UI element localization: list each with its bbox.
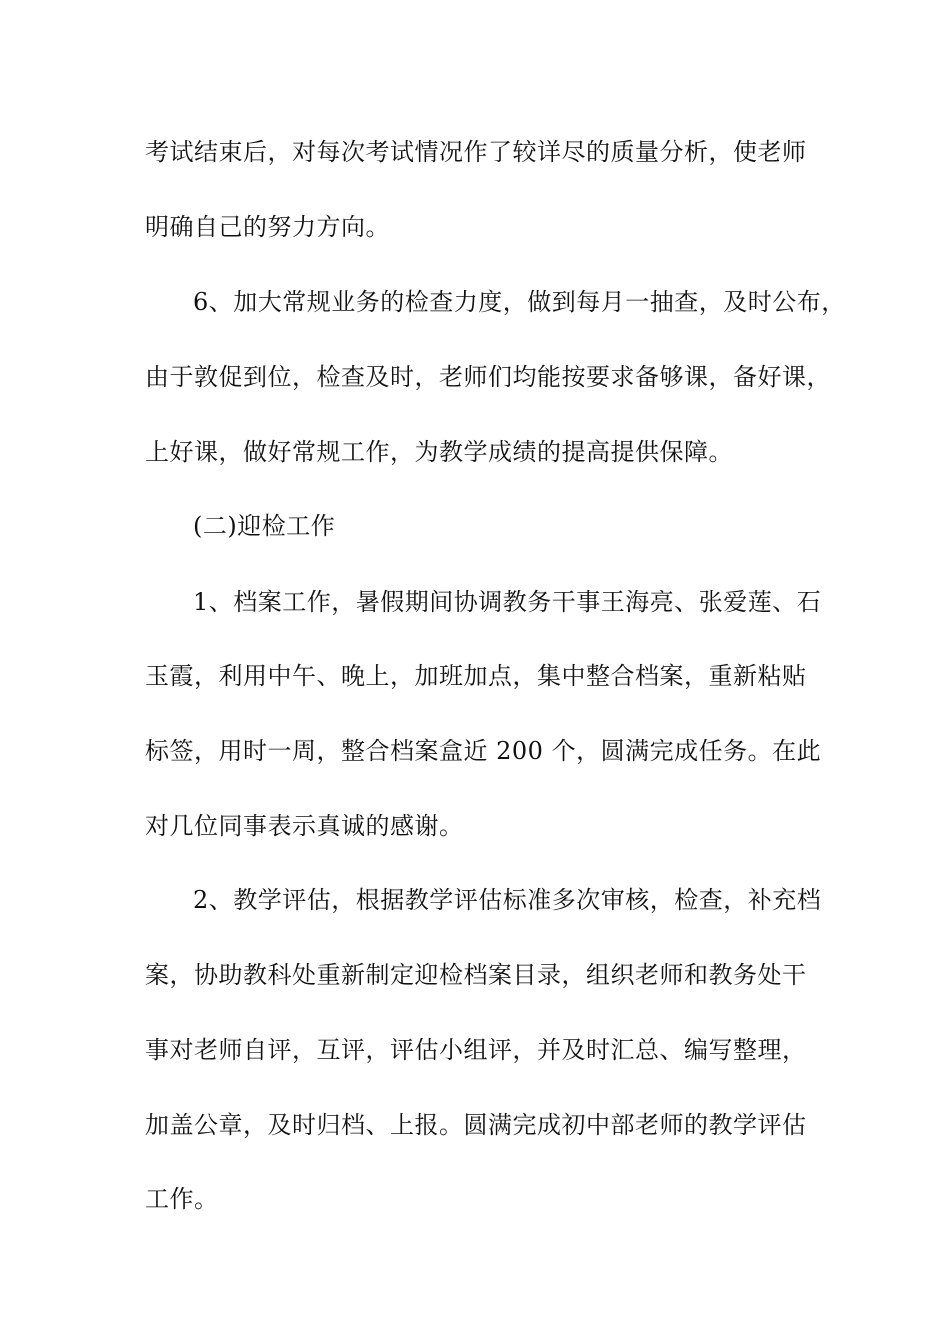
paragraph-line: 2、教学评估，根据教学评估标准多次审核，检查，补充档 (193, 886, 822, 914)
paragraph-line: 标签，用时一周，整合档案盒近 200 个，圆满完成任务。在此 (145, 737, 822, 765)
paragraph-line: 加盖公章，及时归档、上报。圆满完成初中部老师的教学评估 (145, 1111, 807, 1139)
paragraph-line: 事对老师自评，互评，评估小组评，并及时汇总、编写整理， (145, 1036, 807, 1064)
paragraph-line: 对几位同事表示真诚的感谢。 (145, 812, 464, 840)
paragraph-line: 考试结束后，对每次考试情况作了较详尽的质量分析，使老师 (145, 138, 807, 166)
paragraph-line: 工作。 (145, 1185, 219, 1213)
paragraph-line: 1、档案工作，暑假期间协调教务干事王海亮、张爱莲、石 (193, 588, 822, 616)
paragraph-line: 由于敦促到位，检查及时，老师们均能按要求备够课，备好课， (145, 363, 831, 391)
paragraph-line: 玉霞，利用中午、晚上，加班加点，集中整合档案，重新粘贴 (145, 662, 807, 690)
paragraph-line: 案，协助教科处重新制定迎检档案目录，组织老师和教务处干 (145, 961, 807, 989)
section-heading: (二)迎检工作 (193, 512, 336, 540)
paragraph-line: 明确自己的努力方向。 (145, 213, 390, 241)
paragraph-line: 上好课，做好常规工作，为教学成绩的提高提供保障。 (145, 438, 733, 466)
paragraph-line: 6、加大常规业务的检查力度，做到每月一抽查，及时公布， (193, 288, 846, 316)
